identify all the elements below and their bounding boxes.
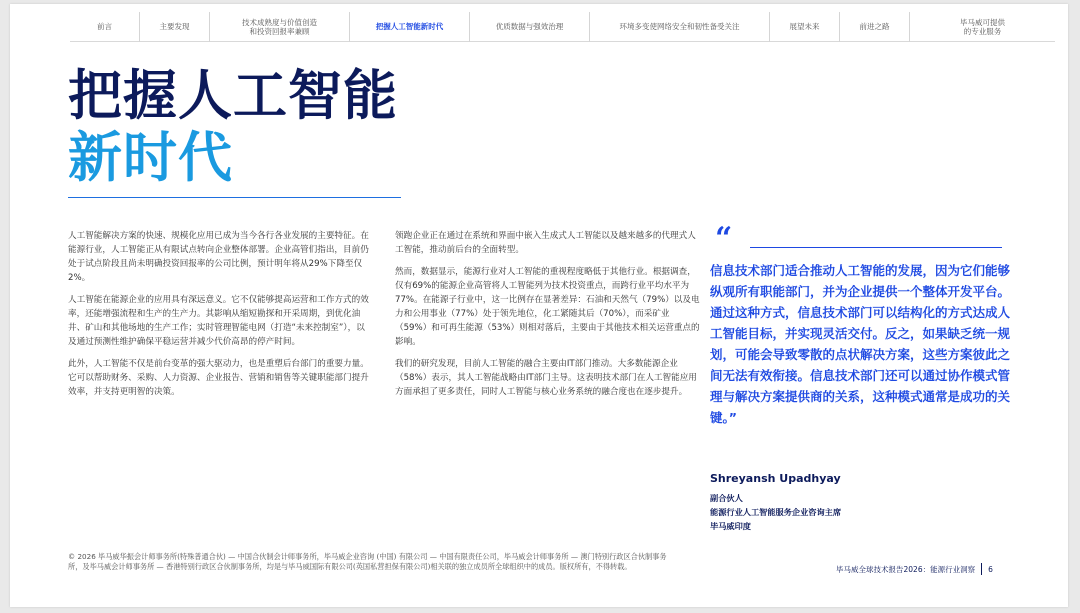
author-title: 能源行业人工智能服务企业咨询主席 — [710, 507, 842, 517]
report-page — [10, 4, 1068, 607]
nav-item-key-findings[interactable] — [140, 12, 210, 42]
nav-label: 优质数据与强效治理 — [495, 22, 564, 31]
title-divider — [68, 197, 401, 198]
paragraph: 人工智能解决方案的快速、规模化应用已成为当今各行各业发展的主要特征。在能源行业，人工智能正从有限试点转向企业整体部署。企业高管们指出，目前仍处于试点阶段且尚未明确投资回报率的公司比例，预计明年将从29%下降至仅2%。 — [68, 231, 369, 283]
nav-item-ai-era[interactable] — [350, 12, 470, 42]
pull-quote: 信息技术部门适合推动人工智能的发展，因为它们能够纵观所有职能部门，并为企业提供一个整体开发平台。通过这种方式，信息技术部门可以结构化的方式达成人工智能目标，并实现灵活交付。反之，如果缺乏统一规划，可能会导致零散的点状解决方案，这些方案彼此之间无法有效衔接。信息技术部门还可以通过协作模式管理与解决方案提供商的关系，这种模式通常是成功的关键。” — [710, 263, 1011, 425]
section-nav — [70, 12, 1055, 42]
nav-label: 前言 — [97, 22, 112, 31]
nav-label: 技术成熟度与价值创造 和投资回报率兼顾 — [242, 17, 317, 36]
nav-label: 前进之路 — [859, 22, 890, 31]
nav-item-cybersecurity[interactable] — [590, 12, 770, 42]
quote-author: Shreyansh Upadhyay — [710, 472, 841, 485]
page-title-line1: 把握人工智能 — [68, 64, 398, 127]
nav-label: 主要发现 — [159, 22, 190, 31]
paragraph: 然而，数据显示，能源行业对人工智能的重视程度略低于其他行业。根据调查，仅有69%的能源企业高管将人工智能列为技术投资重点，而跨行业平均水平为77%。在能源子行业中，这一比例存在显著差异：石油和天然气（79%）以及电力和公用事业（77%）处于领先地位，化工紧随其后（70%），而采矿业（59%）和可再生能源（53%）则相对落后，主要由于其他技术相关运营重点的影响。 — [395, 267, 700, 347]
body-column-2 — [395, 229, 700, 407]
nav-label: 环境多变使网络安全和韧性备受关注 — [619, 22, 740, 31]
nav-item-foreword[interactable] — [70, 12, 140, 42]
footer-separator — [981, 563, 982, 575]
copyright-notice: © 2026 毕马威华振会计师事务所(特殊普通合伙) — 中国合伙制会计师事务所，毕马威企业咨询 (中国) 有限公司 — 中国有限责任公司，毕马威会计师事务所 — 澳门特别行政区合伙制事务所，及毕马威会计师事务所 — 香港特别行政区合伙制事务所，均是与毕马威国际有限公司(英国私营担保有限公司)相关联的独立成员所全球组织中的成员。版权所有，不得转载。 — [68, 552, 667, 571]
paragraph: 人工智能在能源企业的应用具有深远意义。它不仅能够提高运营和工作方式的效率，还能增强流程和生产的生产力。其影响从缩短勘探和开采周期，到优化油井、矿山和其他场地的生产工作；实时管理智能电网（打造“未来控制室”），以及通过预测性维护确保平稳运营并减少代价高昂的停产时间。 — [68, 295, 369, 347]
page-number: 6 — [988, 564, 993, 574]
page-title-line2: 新时代 — [68, 126, 233, 189]
paragraph: 领跑企业正在通过在系统和界面中嵌入生成式人工智能以及越来越多的代理式人工智能，推动前后台的全面转型。 — [395, 231, 696, 255]
nav-item-tech-maturity[interactable] — [210, 12, 350, 42]
report-name: 毕马威全球技术报告2026：能源行业洞察 — [836, 564, 976, 574]
nav-item-data-governance[interactable] — [470, 12, 590, 42]
body-column-1 — [68, 229, 373, 407]
nav-item-outlook[interactable] — [770, 12, 840, 42]
nav-label: 把握人工智能新时代 — [375, 22, 444, 31]
author-role: 副合伙人 — [710, 493, 743, 503]
report-footer — [836, 563, 993, 575]
paragraph: 我们的研究发现，目前人工智能的融合主要由IT部门推动。大多数能源企业（58%）表示，其人工智能战略由IT部门主导。这表明技术部门在人工智能应用方面承担了更多责任，同时人工智能与核心业务系统的融合度也在逐步提升。 — [395, 359, 697, 397]
nav-label: 展望未来 — [789, 22, 820, 31]
quote-divider — [750, 247, 1002, 248]
author-org: 毕马威印度 — [710, 521, 751, 531]
nav-item-way-forward[interactable] — [840, 12, 910, 42]
paragraph: 此外，人工智能不仅是前台变革的强大驱动力，也是重塑后台部门的重要力量。它可以帮助财务、采购、人力资源、企业报告、营销和销售等关键职能部门提升效率，并支持更明智的决策。 — [68, 359, 369, 397]
nav-item-kpmg-services[interactable] — [910, 12, 1055, 42]
nav-label: 毕马威可提供 的专业服务 — [960, 17, 1005, 36]
quote-mark-icon: “ — [715, 221, 733, 256]
